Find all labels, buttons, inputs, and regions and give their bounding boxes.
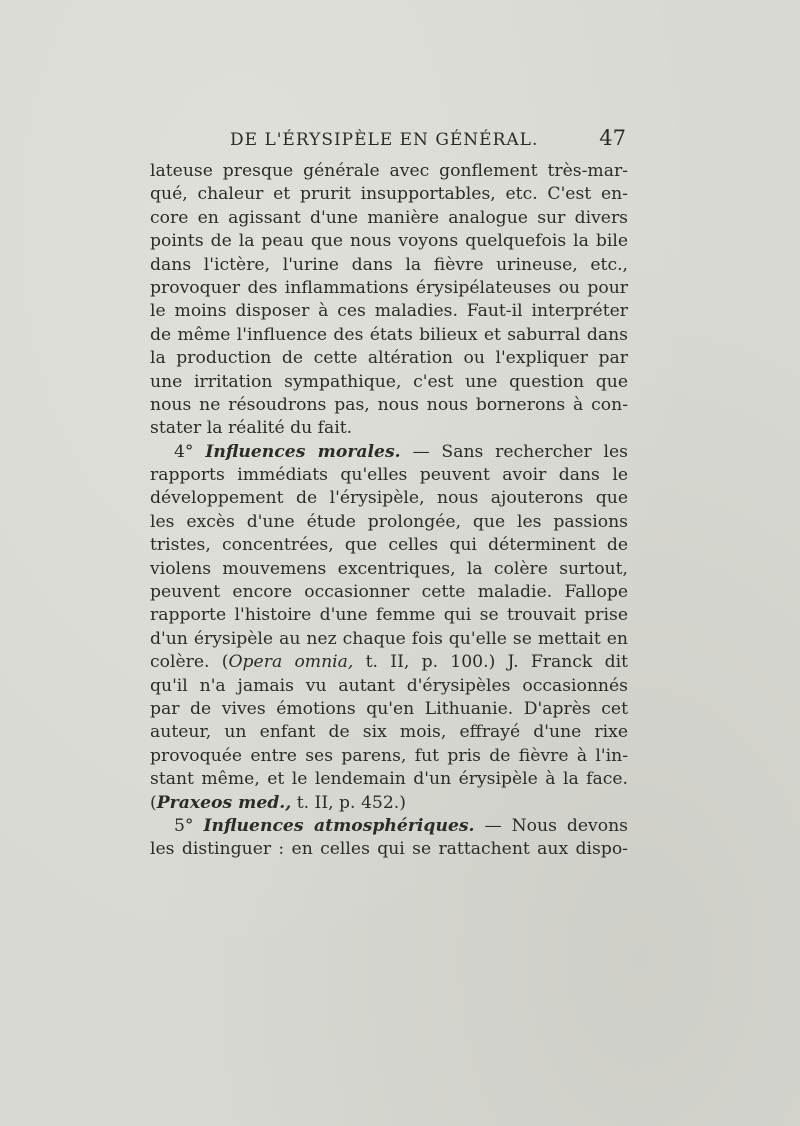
text-line: points de la peau que nous voyons quelquefois la bile bbox=[150, 231, 628, 252]
section-heading: Influences atmosphériques. bbox=[203, 815, 475, 836]
citation-suffix: t. II, p. 452.) bbox=[291, 792, 406, 813]
section-heading-line bbox=[150, 441, 628, 464]
section-number: 4° bbox=[174, 441, 194, 462]
citation-prefix: ( bbox=[150, 792, 157, 813]
text-line: provoquée entre ses parens, fut pris de fièvre à l'in- bbox=[150, 745, 628, 766]
body-text bbox=[150, 160, 628, 862]
citation-line bbox=[150, 792, 628, 815]
text-line: la production de cette altération ou l'expliquer par bbox=[150, 348, 628, 369]
text-line: développement de l'érysipèle, nous ajouterons que bbox=[150, 488, 628, 509]
text-line: rapporte l'histoire d'une femme qui se trouvait prise bbox=[150, 605, 628, 626]
text-line: lateuse presque générale avec gonflement très-mar- bbox=[150, 161, 628, 181]
text-line: rapports immédiats qu'elles peuvent avoir dans le bbox=[150, 465, 628, 486]
section-heading-rest: — Sans rechercher les bbox=[412, 441, 628, 462]
citation-title: Praxeos med., bbox=[156, 792, 292, 813]
citation-suffix: t. II, p. 100.) J. Franck dit bbox=[353, 652, 628, 673]
text-line: provoquer des inflammations érysipélateuses ou pour bbox=[150, 277, 628, 298]
text-line: qué, chaleur et prurit insupportables, etc. C'est en- bbox=[150, 184, 628, 205]
text-line: par de vives émotions qu'en Lithuanie. D'après cet bbox=[150, 698, 628, 719]
citation-prefix: colère. ( bbox=[150, 652, 229, 673]
section-heading-line bbox=[150, 815, 628, 838]
text-line: auteur, un enfant de six mois, effrayé d'une rixe bbox=[150, 722, 628, 743]
section-number: 5° bbox=[174, 815, 194, 836]
section-heading: Influences morales. bbox=[205, 441, 401, 462]
text-line: violens mouvemens excentriques, la colère surtout, bbox=[150, 558, 628, 579]
text-line: nous ne résoudrons pas, nous nous bornerons à con- bbox=[150, 394, 628, 415]
page-number: 47 bbox=[599, 126, 626, 150]
text-line: stater la réalité du fait. bbox=[150, 418, 353, 439]
text-line: dans l'ictère, l'urine dans la fièvre urineuse, etc., bbox=[150, 254, 628, 275]
text-line: tristes, concentrées, que celles qui déterminent de bbox=[150, 535, 628, 556]
section-heading-rest: — Nous devons bbox=[484, 815, 628, 836]
text-line: une irritation sympathique, c'est une question que bbox=[150, 371, 628, 392]
text-line: les distinguer : en celles qui se rattachent aux dispo- bbox=[150, 839, 628, 860]
text-line: stant même, et le lendemain d'un érysipèle à la face. bbox=[150, 769, 628, 790]
text-line: qu'il n'a jamais vu autant d'érysipèles occasionnés bbox=[150, 675, 628, 696]
text-line: d'un érysipèle au nez chaque fois qu'elle se mettait en bbox=[150, 628, 628, 649]
text-line: core en agissant d'une manière analogue sur divers bbox=[150, 207, 628, 228]
citation-title: Opera omnia, bbox=[228, 652, 354, 673]
running-head bbox=[150, 126, 628, 160]
citation-line bbox=[150, 651, 628, 674]
running-title: DE L'ÉRYSIPÈLE EN GÉNÉRAL. bbox=[230, 130, 539, 150]
text-line: peuvent encore occasionner cette maladie. Fallope bbox=[150, 582, 628, 603]
text-line: les excès d'une étude prolongée, que les passions bbox=[150, 511, 628, 532]
text-line: le moins disposer à ces maladies. Faut-il interpréter bbox=[150, 301, 628, 322]
text-line: de même l'influence des états bilieux et saburral dans bbox=[150, 324, 628, 345]
